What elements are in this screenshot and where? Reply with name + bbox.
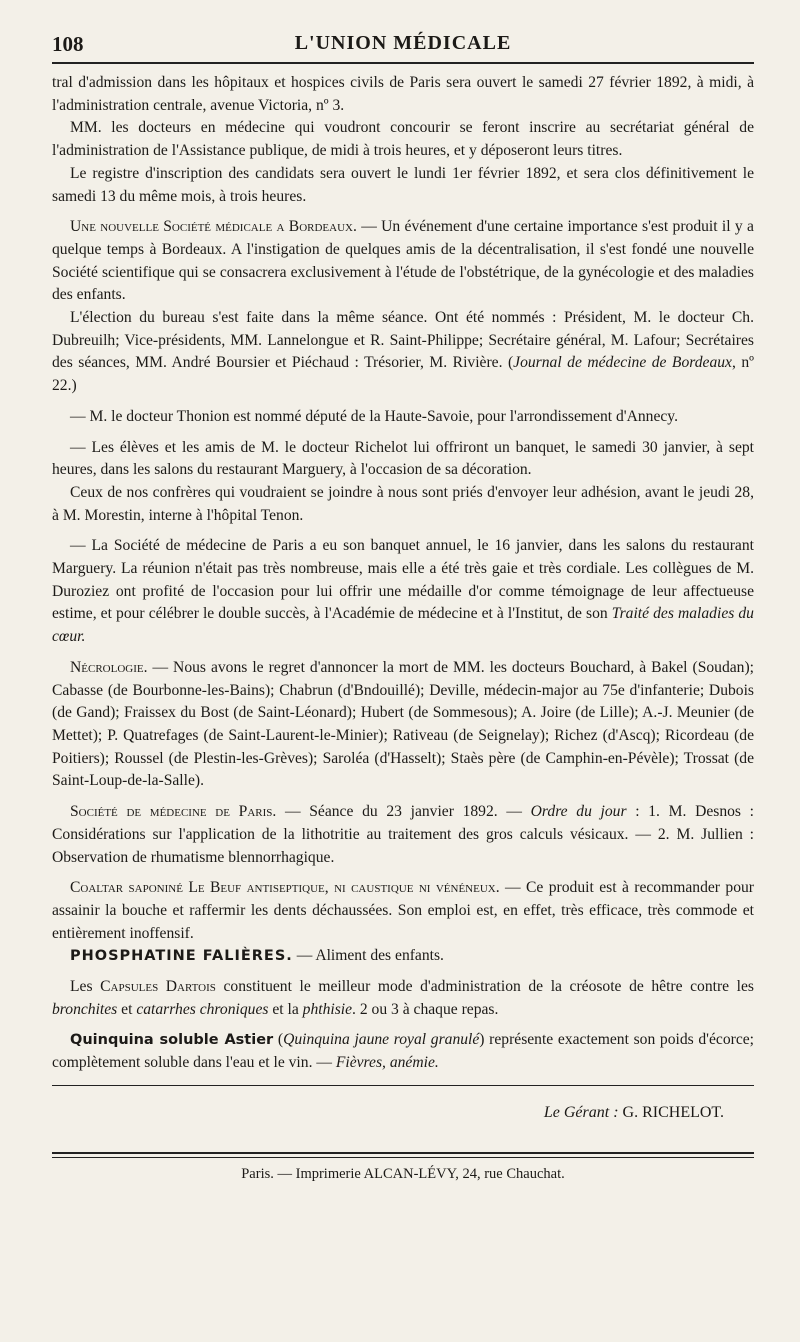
- paragraph-necrologie: Nécrologie. — Nous avons le regret d'annoncer la mort de MM. les docteurs Bouchard, à Bakel (Soudan); Cabasse (de Bourbonne-les-Bains); Chabrun (d'Bndouillé); Deville, médecin-major au 75e d'infanterie; Dubois (de Gand); Fraissex du Bost (de Saint-Léonard); Hubert (de Sommesous); A. Joire (de Lille); A.-J. Meunier (de Mettet); P. Quatrefages (de Saint-Laurent-le-Minier); Rativeau (de Seignelay); Richez (d'Ascq); Ricordeau (de Poitiers); Roussel (de Plestin-les-Grèves); Saroléa (d'Hasselt); Staès père (de Camphin-en-Pévèle); Trossat (de Saint-Loup-de-la-Salle).: [52, 658, 754, 790]
- page-header: [52, 0, 754, 56]
- section-heading: Nécrologie.: [70, 658, 148, 676]
- paragraph-concours-end: tral d'admission dans les hôpitaux et hospices civils de Paris sera ouvert le samedi 27 février 1892, à midi, à l'administration centrale, avenue Victoria, nº 3.: [52, 74, 754, 114]
- section-heading: Société de médecine de Paris.: [70, 803, 277, 821]
- paragraph-inscription: MM. les docteurs en médecine qui voudront concourir se feront inscrire au secrétariat général de l'administration de l'Assistance publique, de midi à trois heures, et y déposeront leurs titres.: [52, 119, 754, 160]
- section-heading: Une nouvelle Société médicale a Bordeaux.: [70, 218, 357, 236]
- header-rule: [52, 62, 754, 64]
- paragraph-adhesion: Ceux de nos confrères qui voudraient se joindre à nous sont priés d'envoyer leur adhésion, avant le jeudi 28, à M. Morestin, interne à l'hôpital Tenon.: [52, 483, 754, 524]
- advert-coaltar: Coaltar saponiné Le Beuf antiseptique, ni caustique ni vénéneux. — Ce produit est à recommander pour assainir la bouche et raffermir les dents déchaussées. Son emploi est, en effet, très efficace, très commode et entièrement inoffensif.: [52, 879, 754, 942]
- printer-imprint: Paris. — Imprimerie ALCAN-LÉVY, 24, rue Chauchat.: [241, 1165, 565, 1182]
- paragraph-thonion: — M. le docteur Thonion est nommé député de la Haute-Savoie, pour l'arrondissement d'Annecy.: [70, 407, 678, 425]
- advert-quinquina: Quinquina soluble Astier (Quinquina jaune royal granulé) représente exactement son poids d'écorce; complètement soluble dans l'eau et le vin. — Fièvres, anémie.: [52, 1031, 754, 1072]
- paragraph-seance: Société de médecine de Paris. — Séance du 23 janvier 1892. — Ordre du jour : 1. M. Desnos : Considérations sur l'application de la lithotritie au traitement des gros calculs vésicaux. — 2. M. Jullien : Observation de rhumatisme blennorrhagique.: [52, 803, 754, 866]
- page-number: 108: [52, 32, 84, 56]
- advert-phosphatine: PHOSPHATINE FALIÈRES. — Aliment des enfants.: [70, 947, 444, 965]
- article-body: [52, 72, 754, 1075]
- advert-heading: PHOSPHATINE FALIÈRES.: [70, 948, 293, 965]
- running-title: L'UNION MÉDICALE: [294, 32, 512, 54]
- footer-rule: [52, 1085, 754, 1086]
- gerant-signature: Le Gérant : G. RICHELOT.: [543, 1103, 724, 1121]
- paragraph-election-bureau: L'élection du bureau s'est faite dans la même séance. Ont été nommés : Président, M. le docteur Ch. Dubreuilh; Vice-présidents, MM. Lannelongue et R. Saint-Philippe; Secrétaire général, M. Lafour; Secrétaires des séances, MM. André Boursier et Piéchaud : Trésorier, M. Rivière. (Journal de médecine de Bordeaux, nº 22.): [52, 309, 754, 395]
- advert-heading: Quinquina soluble Astier: [70, 1032, 274, 1049]
- paragraph-banquet-societe: — La Société de médecine de Paris a eu son banquet annuel, le 16 janvier, dans les salons du restaurant Marguery. La réunion n'était pas très nombreuse, mais elle a été très gaie et très cordiale. Les collègues de M. Duroziez ont profité de l'occasion pour lui offrir une médaille d'or comme témoignage de leur affectueuse estime, et pour célébrer le double succès, à l'Académie de médecine et à l'Institut, de son Traité des maladies du cœur.: [52, 537, 754, 646]
- book-title: Traité des maladies du cœur.: [52, 605, 754, 646]
- advert-heading: Coaltar saponiné Le Beuf antiseptique, ni caustique ni vénéneux.: [70, 879, 500, 897]
- imprint-rule: [52, 1152, 754, 1158]
- paragraph-banquet-richelot: — Les élèves et les amis de M. le docteur Richelot lui offriront un banquet, le samedi 30 janvier, à sept heures, dans les salons du restaurant Marguery, à l'occasion de sa décoration.: [52, 438, 754, 479]
- advert-capsules: Les Capsules Dartois constituent le meilleur mode d'administration de la créosote de hêtre contre les bronchites et catarrhes chroniques et la phthisie. 2 ou 3 à chaque repas.: [52, 978, 754, 1018]
- paragraph-societe-bordeaux: Une nouvelle Société médicale a Bordeaux. — Un événement d'une certaine importance s'est produit il y a quelque temps à Bordeaux. A l'instigation de quelques amis de la décentralisation, il s'est fondé une nouvelle Société scientifique qui se consacrera exclusivement à l'étude de l'obstétrique, de la gynécologie et des maladies des enfants.: [52, 218, 754, 304]
- paragraph-registre: Le registre d'inscription des candidats sera ouvert le lundi 1er février 1892, et sera clos définitivement le samedi 13 du même mois, à trois heures.: [52, 164, 754, 205]
- journal-citation: Journal de médecine de Bordeaux: [513, 354, 732, 372]
